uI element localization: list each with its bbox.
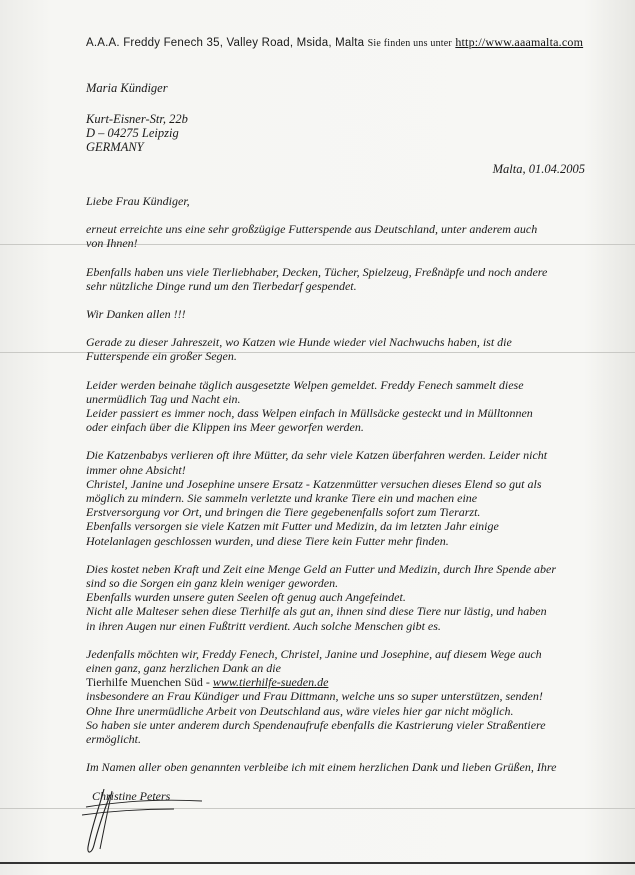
letterhead-find-us: Sie finden uns unter: [367, 38, 452, 49]
letterhead-org: A.A.A. Freddy Fenech 35, Valley Road, Msida, Malta: [86, 37, 365, 49]
paragraph-line: Die Katzenbabys verlieren oft ihre Mütter, da sehr viele Katzen überfahren werden. Leider nicht: [86, 448, 548, 463]
paragraph-line: von Ihnen!: [86, 236, 138, 251]
paragraph-line: Ebenfalls versorgen sie viele Katzen mit Futter und Medizin, da im letzten Jahr einige: [86, 519, 499, 534]
letter-body: [86, 194, 586, 775]
paragraph-line: Wir Danken allen !!!: [86, 307, 186, 322]
paragraph-line: immer ohne Absicht!: [86, 462, 186, 477]
paragraph-line: Ebenfalls wurden unsere guten Seelen oft genug auch Angefeindet.: [86, 590, 406, 605]
org-name: Tierhilfe Muenchen Süd -: [86, 675, 213, 690]
paragraph-line: Erstversorgung vor Ort, und bringen die Tiere gegebenenfalls sofort zum Tierarzt.: [86, 505, 481, 520]
recipient-name: Maria Kündiger: [86, 81, 168, 95]
letterhead: [86, 35, 626, 50]
org-link[interactable]: www.tierhilfe-sueden.de: [212, 675, 329, 690]
paragraph-line: Leider werden beinahe täglich ausgesetzte Welpen gemeldet. Freddy Fenech sammelt diese: [86, 377, 524, 392]
paragraph-line: oder einfach über die Klippen ins Meer geworfen werden.: [86, 420, 364, 435]
paragraph-line: Futterspende ein großer Segen.: [86, 349, 237, 364]
paragraph-line: Nicht alle Malteser sehen diese Tierhilfe als gut an, ihnen sind diese Tiere nur lästig, und haben: [86, 604, 547, 619]
signature-name: Christine Peters: [92, 789, 171, 803]
paragraph-line: Leider passiert es immer noch, dass Welpen einfach in Müllsäcke gesteckt und in Mülltonnen: [86, 406, 533, 421]
paragraph-line: So haben sie unter anderem durch Spendenaufrufe ebenfalls die Kastrierung vieler Straßentiere: [86, 717, 546, 732]
paragraph-line: [86, 675, 586, 689]
paragraph-line: erneut erreichte uns eine sehr großzügige Futterspende aus Deutschland, unter anderem auch: [86, 222, 538, 237]
paragraph-line: Hotelanlagen geschlossen wurden, und diese Tiere kein Futter mehr finden.: [86, 533, 449, 548]
salutation: Liebe Frau Kündiger,: [86, 194, 190, 208]
paragraph-line: Gerade zu dieser Jahreszeit, wo Katzen wie Hunde wieder viel Nachwuchs haben, ist die: [86, 335, 512, 350]
paragraph-line: Christel, Janine und Josephine unsere Ersatz - Katzenmütter versuchen dieses Elend so gut als: [86, 476, 542, 491]
recipient-city: D – 04275 Leipzig: [86, 126, 179, 140]
paragraph-line: Dies kostet neben Kraft und Zeit eine Menge Geld an Futter und Medizin, durch Ihre Spende aber: [86, 561, 557, 576]
letter-date: Malta, 01.04.2005: [492, 162, 585, 176]
paragraph-line: unermüdlich Tag und Nacht ein.: [86, 391, 241, 406]
recipient-street: Kurt-Eisner-Str, 22b: [86, 112, 188, 126]
paragraph-line: Ohne Ihre unermüdliche Arbeit von Deutschland aus, wäre vieles hier gar nicht möglich.: [86, 703, 514, 718]
paragraph-line: insbesondere an Frau Kündiger und Frau Dittmann, welche uns so super unterstützen, senden!: [86, 689, 543, 704]
letterhead-url[interactable]: http://www.aaamalta.com: [455, 35, 584, 49]
paragraph-line: sind so die Sorgen ein ganz klein weniger geworden.: [86, 576, 339, 591]
recipient-country: GERMANY: [86, 140, 144, 154]
paragraph-line: in ihren Augen nur einen Fußtritt verdient. Auch solche Menschen gibt es.: [86, 618, 441, 633]
paragraph-line: ermöglicht.: [86, 732, 141, 747]
paragraph-line: möglich zu mindern. Sie sammeln verletzte und kranke Tiere ein und machen eine: [86, 491, 478, 506]
signature-scribble: [82, 785, 222, 860]
bottom-rule: [0, 862, 635, 864]
paragraph-line: einen ganz, ganz herzlichen Dank an die: [86, 661, 281, 676]
closing-line: Im Namen aller oben genannten verbleibe ich mit einem herzlichen Dank und lieben Grüßen, Ihre: [86, 760, 557, 775]
paragraph-line: sehr nützliche Dinge rund um den Tierbedarf gespendet.: [86, 278, 357, 293]
paragraph-line: Ebenfalls haben uns viele Tierliebhaber, Decken, Tücher, Spielzeug, Freßnäpfe und noch andere: [86, 264, 548, 279]
paragraph-line: Jedenfalls möchten wir, Freddy Fenech, Christel, Janine und Josephine, auf diesem Wege auch: [86, 646, 542, 661]
